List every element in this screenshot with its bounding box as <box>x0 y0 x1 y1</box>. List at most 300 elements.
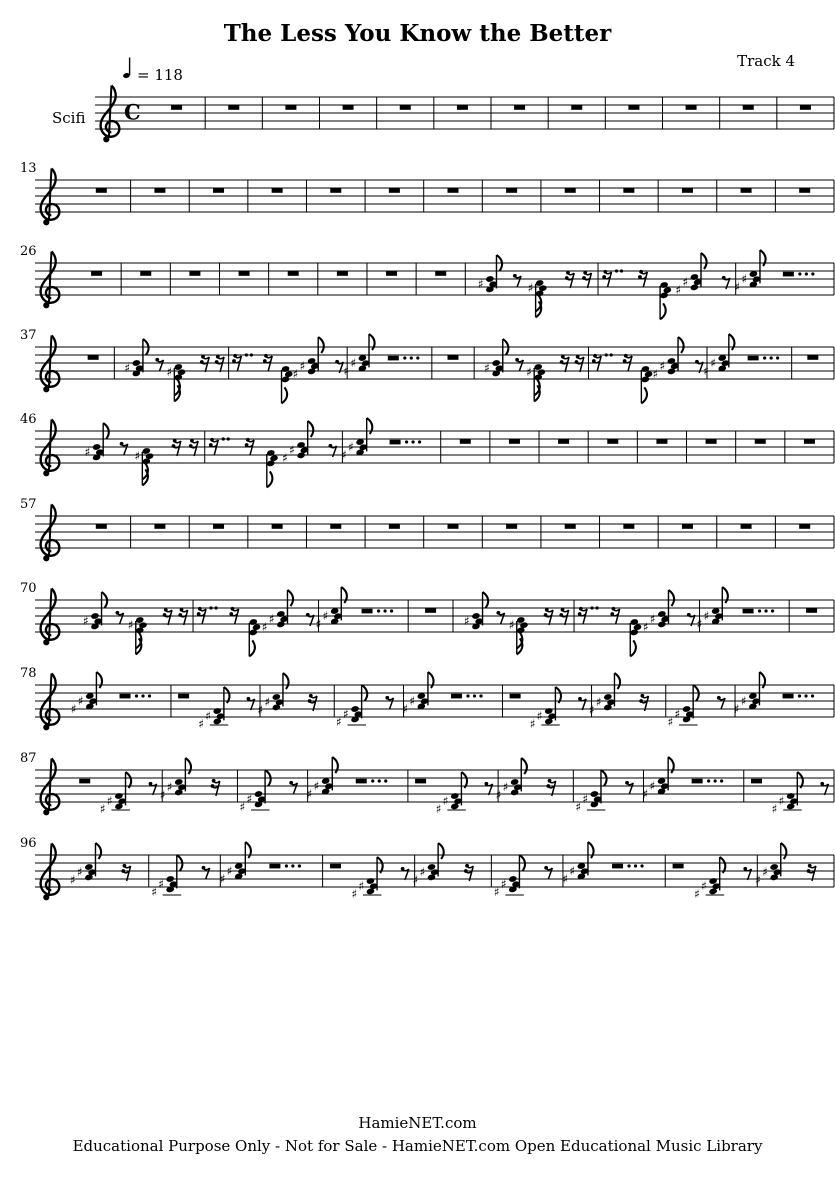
chord-group <box>160 758 191 802</box>
whole-rest <box>741 524 752 529</box>
staff-system-3 <box>20 244 834 319</box>
whole-rest <box>799 188 810 193</box>
sixteenth-rest <box>121 864 130 881</box>
augmentation-dot <box>416 356 419 359</box>
sixteenth-rest <box>178 608 187 625</box>
treble-clef-icon <box>41 505 60 562</box>
measure <box>213 188 224 193</box>
chord-group <box>134 447 154 485</box>
augmentation-dot <box>250 353 253 356</box>
measure <box>807 355 818 360</box>
chord-group <box>494 855 525 899</box>
measure <box>464 592 569 654</box>
chord-group <box>755 843 786 887</box>
measure <box>496 758 556 802</box>
treble-clef-icon <box>41 169 60 226</box>
eighth-rest <box>484 782 492 795</box>
sharp-icon: ♯ <box>341 448 347 462</box>
measure <box>272 524 283 529</box>
whole-rest <box>285 105 296 110</box>
staff-system-7 <box>20 581 834 656</box>
sharp-icon: ♯ <box>264 695 271 709</box>
measure <box>330 524 341 529</box>
eighth-flag <box>96 672 102 688</box>
measure-number: 46 <box>20 412 37 427</box>
eighth-flag <box>428 672 434 688</box>
measure <box>755 843 816 887</box>
whole-rest <box>571 105 582 110</box>
sixteenth-rest <box>582 271 591 288</box>
measure-number: 57 <box>20 497 37 512</box>
augmentation-dot <box>371 779 374 782</box>
measure <box>668 685 725 729</box>
sharp-icon: ♯ <box>710 356 717 370</box>
sixteenth-rest <box>172 439 181 456</box>
sixteenth-rest <box>245 438 254 455</box>
augmentation-dot <box>418 440 421 443</box>
eighth-flag <box>729 334 735 350</box>
measure <box>806 608 817 613</box>
page-title: The Less You Know the Better <box>223 20 612 47</box>
sharp-icon: ♯ <box>442 794 449 808</box>
augmentation-dot <box>798 694 801 697</box>
sharp-icon: ♯ <box>477 277 484 291</box>
sharp-icon: ♯ <box>582 792 589 806</box>
sharp-icon: ♯ <box>741 272 748 286</box>
measure <box>343 105 354 110</box>
measure <box>413 843 474 887</box>
sharp-icon: ♯ <box>649 779 656 793</box>
measure <box>457 105 468 110</box>
whole-rest <box>806 608 817 613</box>
treble-clef-icon <box>41 759 60 816</box>
half-rest <box>510 694 521 699</box>
measure <box>435 271 446 276</box>
whole-rest <box>448 355 459 360</box>
sharp-icon: ♯ <box>659 359 666 373</box>
measure <box>686 105 697 110</box>
measure <box>494 855 553 899</box>
whole-rest <box>425 608 436 613</box>
measure <box>565 188 576 193</box>
sharp-icon: ♯ <box>771 802 778 816</box>
sharp-icon: ♯ <box>77 694 84 708</box>
staff-system-2 <box>20 161 834 225</box>
eighth-flag <box>722 587 728 603</box>
augmentation-dot <box>634 864 637 867</box>
eighth-flag <box>438 843 444 859</box>
augmentation-dot <box>135 694 138 697</box>
half-rest <box>673 864 684 869</box>
augmentation-dot <box>771 609 774 612</box>
sharp-icon: ♯ <box>778 794 785 808</box>
chord-group <box>668 685 699 729</box>
whole-rest <box>448 188 459 193</box>
whole-rest <box>565 188 576 193</box>
footer-site: HamieNET.com <box>358 1114 477 1132</box>
sharp-icon: ♯ <box>500 877 507 891</box>
sixteenth-rest <box>592 354 601 371</box>
whole-rest <box>96 524 107 529</box>
measure <box>607 439 618 444</box>
sharp-icon: ♯ <box>642 787 649 801</box>
sharp-icon: ♯ <box>667 715 674 729</box>
whole-rest <box>506 188 517 193</box>
sharp-icon: ♯ <box>124 361 131 375</box>
half-rest <box>748 356 759 361</box>
whole-rest <box>189 271 200 276</box>
half-rest <box>178 694 189 699</box>
sharp-icon: ♯ <box>703 364 710 378</box>
measure <box>124 339 224 401</box>
eighth-flag <box>318 337 324 353</box>
sharp-icon: ♯ <box>336 715 342 729</box>
sharp-icon: ♯ <box>76 865 83 879</box>
measure <box>799 524 810 529</box>
sharp-icon: ♯ <box>575 800 582 814</box>
chord-group <box>509 616 529 654</box>
sixteenth-rest <box>578 607 587 624</box>
whole-rest <box>743 105 754 110</box>
eighth-flag <box>630 640 636 656</box>
half-rest <box>612 864 623 869</box>
sixteenth-rest <box>232 354 241 371</box>
half-rest <box>692 779 703 784</box>
measure <box>478 255 592 317</box>
staff-system-9 <box>20 751 834 816</box>
augmentation-dot <box>620 269 623 272</box>
measure <box>706 439 717 444</box>
sixteenth-rest <box>559 608 568 625</box>
measure <box>656 439 667 444</box>
whole-rest <box>628 105 639 110</box>
measure <box>70 843 131 887</box>
sixteenth-rest <box>211 779 220 796</box>
time-signature: C <box>124 99 141 125</box>
measure <box>682 524 693 529</box>
measure <box>96 524 107 529</box>
chord-group <box>151 855 182 899</box>
sharp-icon: ♯ <box>682 275 689 289</box>
chord-group <box>70 843 101 887</box>
measure <box>337 271 348 276</box>
sharp-icon: ♯ <box>351 887 358 901</box>
eighth-rest <box>115 611 123 624</box>
augmentation-dot <box>763 356 766 359</box>
measure <box>285 105 296 110</box>
whole-rest <box>288 271 299 276</box>
augmentation-dot <box>714 779 717 782</box>
eighth-flag <box>367 418 373 434</box>
staff-system-5 <box>20 412 834 487</box>
sharp-icon: ♯ <box>402 702 409 716</box>
sharp-icon: ♯ <box>257 703 264 717</box>
chord-group <box>239 770 270 814</box>
measure <box>154 188 165 193</box>
sixteenth-rest <box>200 355 209 372</box>
sharp-icon: ♯ <box>529 717 536 731</box>
sixteenth-rest <box>263 354 272 371</box>
eighth-rest <box>578 697 586 710</box>
sixteenth-rest <box>623 354 632 371</box>
whole-rest <box>804 439 815 444</box>
sharp-icon: ♯ <box>99 802 106 816</box>
measure <box>389 188 400 193</box>
eighth-flag <box>95 843 101 859</box>
sharp-icon: ♯ <box>70 702 77 716</box>
whole-rest <box>800 105 811 110</box>
whole-rest <box>506 524 517 529</box>
sharp-icon: ♯ <box>569 864 576 878</box>
sharp-icon: ♯ <box>696 617 703 631</box>
whole-rest <box>565 524 576 529</box>
measure <box>83 592 188 654</box>
sixteenth-rest <box>197 607 206 624</box>
measure <box>160 758 220 802</box>
chord-group <box>496 758 527 802</box>
sixteenth-rest <box>189 439 198 456</box>
half-rest <box>388 356 399 361</box>
eighth-flag <box>660 303 666 319</box>
chord-group <box>652 337 683 381</box>
measure <box>506 524 517 529</box>
measure-number: 87 <box>20 751 37 766</box>
augmentation-dot <box>805 272 808 275</box>
staff-system-4 <box>20 328 834 403</box>
eighth-flag <box>668 590 674 606</box>
measure <box>88 355 99 360</box>
measure <box>741 524 752 529</box>
eighth-flag <box>759 672 765 688</box>
treble-clef-icon <box>41 589 60 646</box>
augmentation-dot <box>615 269 618 272</box>
eighth-rest <box>496 611 504 624</box>
sixteenth-rest <box>546 779 555 796</box>
whole-rest <box>558 439 569 444</box>
sharp-icon: ♯ <box>734 280 741 294</box>
augmentation-dot <box>383 609 386 612</box>
eighth-flag <box>332 757 338 773</box>
measure-number: 13 <box>20 161 37 176</box>
sixteenth-rest <box>163 608 172 625</box>
sharp-icon: ♯ <box>484 361 490 375</box>
half-rest <box>330 864 341 869</box>
half-rest <box>415 779 426 784</box>
sixteenth-rest <box>575 355 584 372</box>
measure <box>506 188 517 193</box>
whole-rest <box>400 105 411 110</box>
sharp-icon: ♯ <box>166 365 173 379</box>
chord-group <box>575 770 606 814</box>
eighth-flag <box>781 843 787 859</box>
augmentation-dot <box>405 440 408 443</box>
sharp-icon: ♯ <box>348 440 354 454</box>
eighth-rest <box>120 442 128 455</box>
instrument-label: Scifi <box>52 109 86 127</box>
eighth-rest <box>149 782 157 795</box>
chord-group <box>257 673 288 717</box>
treble-clef-icon <box>101 86 120 143</box>
sharp-icon: ♯ <box>158 877 165 891</box>
sharp-icon: ♯ <box>292 367 299 381</box>
measure <box>389 524 400 529</box>
augmentation-dot <box>403 356 406 359</box>
whole-rest <box>682 524 693 529</box>
chord-group <box>526 363 546 401</box>
staff-system-8 <box>20 666 834 731</box>
eighth-rest <box>820 782 828 795</box>
measure-number: 26 <box>20 244 37 259</box>
sharp-icon: ♯ <box>419 865 426 879</box>
chord-group <box>128 616 148 654</box>
sharp-icon: ♯ <box>306 787 313 801</box>
sixteenth-rest <box>544 608 553 625</box>
sharp-icon: ♯ <box>261 620 268 634</box>
measure-number: 70 <box>20 581 37 596</box>
sharp-icon: ♯ <box>409 694 416 708</box>
augmentation-dot <box>378 779 381 782</box>
measure <box>213 524 224 529</box>
sharp-icon: ♯ <box>239 800 246 814</box>
augmentation-dot <box>610 353 613 356</box>
whole-rest <box>706 439 717 444</box>
staff-system-1 <box>52 58 834 143</box>
sharp-icon: ♯ <box>508 618 515 632</box>
sharp-icon: ♯ <box>694 887 700 901</box>
eighth-flag <box>614 673 620 689</box>
tempo-marking <box>123 58 183 85</box>
sharp-icon: ♯ <box>106 794 113 808</box>
half-rest <box>783 694 794 699</box>
whole-rest <box>386 271 397 276</box>
whole-rest <box>213 188 224 193</box>
eighth-flag <box>641 387 647 403</box>
eighth-rest <box>202 866 210 879</box>
eighth-rest <box>515 358 523 371</box>
eighth-rest <box>625 781 633 794</box>
whole-rest <box>154 524 165 529</box>
sixteenth-rest <box>565 271 574 288</box>
augmentation-dot <box>720 779 723 782</box>
sharp-icon: ♯ <box>82 614 89 628</box>
measure <box>589 673 649 717</box>
sixteenth-rest <box>560 355 569 372</box>
whole-rest <box>607 439 618 444</box>
sharp-icon: ♯ <box>322 609 329 623</box>
measure <box>755 439 766 444</box>
measure <box>741 188 752 193</box>
footer-notice: Educational Purpose Only - Not for Sale - HamieNET.com Open Educational Music Library <box>72 1137 763 1155</box>
measure <box>558 439 569 444</box>
measure <box>272 188 283 193</box>
measure <box>799 188 810 193</box>
half-rest <box>79 779 90 784</box>
sharp-icon: ♯ <box>562 872 569 886</box>
augmentation-dot <box>141 694 144 697</box>
sharp-icon: ♯ <box>226 864 233 878</box>
whole-rest <box>448 524 459 529</box>
sharp-icon: ♯ <box>536 709 543 723</box>
sharp-icon: ♯ <box>268 612 275 626</box>
eighth-rest <box>385 696 393 709</box>
augmentation-dot <box>411 440 414 443</box>
augmentation-dot <box>627 864 630 867</box>
sharp-icon: ♯ <box>526 365 532 379</box>
sharp-icon: ♯ <box>674 707 681 721</box>
whole-rest <box>213 524 224 529</box>
half-rest <box>751 779 762 784</box>
augmentation-dot <box>811 272 814 275</box>
measure <box>257 673 317 717</box>
measure <box>628 105 639 110</box>
whole-rest <box>272 188 283 193</box>
sharp-icon: ♯ <box>350 356 357 370</box>
measure <box>239 770 297 814</box>
whole-rest <box>389 188 400 193</box>
whole-rest <box>623 188 634 193</box>
augmentation-dot <box>811 694 814 697</box>
chord-group <box>413 843 444 887</box>
sixteenth-rest <box>610 607 619 624</box>
eighth-flag <box>521 758 527 774</box>
treble-clef-icon <box>41 844 60 901</box>
sharp-icon: ♯ <box>495 788 502 802</box>
sixteenth-rest <box>308 694 317 711</box>
eighth-flag <box>341 587 347 603</box>
measure <box>91 271 102 276</box>
eighth-flag <box>245 842 251 858</box>
measure-number: 37 <box>20 328 37 343</box>
measure <box>623 524 634 529</box>
measure <box>425 608 436 613</box>
measure <box>288 271 299 276</box>
augmentation-dot <box>804 694 807 697</box>
staff-system-6 <box>20 497 834 561</box>
whole-rest <box>140 271 151 276</box>
sharp-icon: ♯ <box>675 283 682 297</box>
sharp-icon: ♯ <box>313 779 320 793</box>
augmentation-dot <box>298 864 301 867</box>
chord-group <box>166 363 186 401</box>
sharp-icon: ♯ <box>755 873 761 887</box>
staff-system-10 <box>20 836 834 901</box>
sharp-icon: ♯ <box>151 885 158 899</box>
augmentation-dot <box>410 356 413 359</box>
eighth-flag <box>760 250 766 266</box>
treble-clef-icon <box>41 420 60 477</box>
sharp-icon: ♯ <box>159 788 166 802</box>
augmentation-dot <box>209 606 212 609</box>
chord-group <box>589 673 620 717</box>
sharp-icon: ♯ <box>127 618 134 632</box>
sharp-icon: ♯ <box>205 709 212 723</box>
augmentation-dot <box>605 353 608 356</box>
measure <box>682 188 693 193</box>
sixteenth-rest <box>807 864 816 881</box>
augmentation-dot <box>776 356 779 359</box>
sharp-icon: ♯ <box>282 451 288 465</box>
chord-group <box>528 279 548 317</box>
measure <box>400 105 411 110</box>
measure <box>189 271 200 276</box>
augmentation-dot <box>595 606 598 609</box>
whole-rest <box>343 105 354 110</box>
whole-rest <box>460 439 471 444</box>
measure <box>228 105 239 110</box>
sharp-icon: ♯ <box>412 873 419 887</box>
sixteenth-rest <box>229 607 238 624</box>
augmentation-dot <box>798 272 801 275</box>
